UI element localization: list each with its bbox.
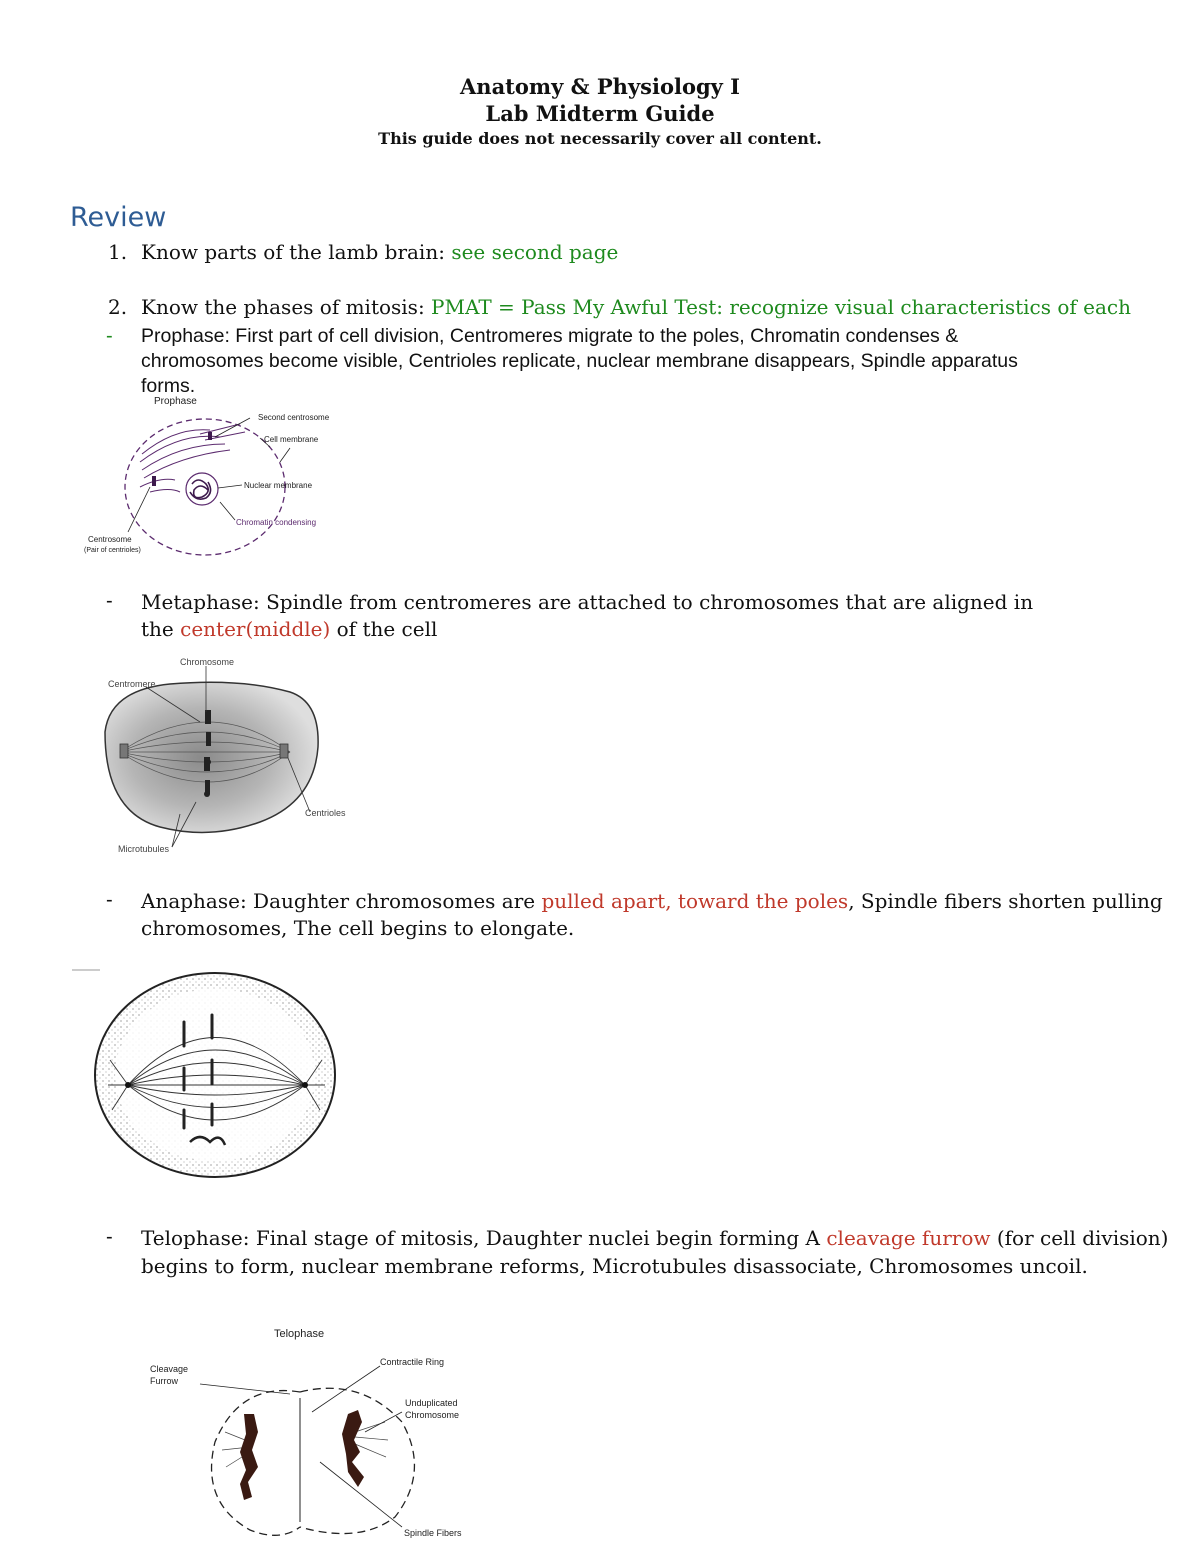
metaphase-line-2: the center(middle) of the cell: [141, 617, 438, 641]
item-text: Know the phases of mitosis:: [141, 295, 432, 319]
doc-note: This guide does not necessarily cover all content.: [378, 129, 822, 148]
daughter-chromosomes-right: [342, 1410, 364, 1487]
label-chromosome: Chromosome: [405, 1410, 460, 1420]
centriole-left: [120, 744, 128, 758]
prophase-line-2: chromosomes become visible, Centrioles replicate, nuclear membrane disappears, Spindle apparatus: [141, 350, 1018, 372]
section-heading: Review: [70, 202, 167, 233]
label-chromatin-condensing: Chromatin condensing: [236, 518, 317, 527]
bullet-dash: -: [106, 889, 113, 911]
centrosome: [152, 476, 156, 486]
telophase-highlight: cleavage furrow: [826, 1226, 991, 1250]
item-number: 2.: [108, 295, 128, 319]
telophase-line-2: begins to form, nuclear membrane reforms, Microtubules disassociate, Chromosomes uncoil.: [141, 1254, 1088, 1278]
pole-left: [125, 1082, 131, 1088]
prophase-line-1: Prophase: First part of cell division, Centromeres migrate to the poles, Chromatin condenses &: [141, 325, 959, 347]
doc-subtitle: Lab Midterm Guide: [485, 101, 715, 126]
label-chromosome: Chromosome: [180, 657, 235, 667]
item-number: 1.: [108, 240, 128, 264]
label-cell-membrane: Cell membrane: [264, 435, 319, 444]
label-cleavage: Cleavage: [150, 1364, 189, 1374]
anaphase-line-2: chromosomes, The cell begins to elongate.: [141, 916, 575, 940]
prophase-figure-title: Prophase: [154, 396, 197, 407]
bullet-dash: -: [106, 325, 113, 347]
label-contractile-ring: Contractile Ring: [380, 1357, 445, 1367]
metaphase-figure: [100, 652, 360, 862]
item-highlight: see second page: [451, 240, 619, 264]
telophase-figure-title: Telophase: [274, 1328, 325, 1340]
label-furrow: Furrow: [150, 1376, 179, 1386]
prophase-line-3: forms.: [141, 375, 196, 397]
pole-right: [302, 1082, 308, 1088]
bullet-dash: -: [106, 590, 113, 612]
second-centrosome: [208, 432, 212, 440]
label-second-centrosome: Second centrosome: [258, 413, 330, 422]
nucleus: [186, 473, 218, 505]
daughter-chromosomes-left: [240, 1414, 258, 1500]
label-centrioles: Centrioles: [305, 808, 346, 818]
label-nuclear-membrane: Nuclear membrane: [244, 481, 313, 490]
metaphase-highlight: center(middle): [180, 617, 331, 641]
label-microtubules: Microtubules: [118, 844, 170, 854]
item-text: Know parts of the lamb brain:: [141, 240, 452, 264]
label-unduplicated: Unduplicated: [405, 1398, 458, 1408]
prophase-figure: [80, 392, 370, 562]
list-item-2: [108, 295, 1132, 319]
cell-right-half: [300, 1388, 414, 1533]
label-pair-of-centrioles: (Pair of centrioles): [84, 547, 141, 554]
label-spindle-fibers: Spindle Fibers: [404, 1528, 462, 1538]
anaphase-highlight: pulled apart, toward the poles: [541, 889, 849, 913]
telophase-figure: [140, 1322, 500, 1548]
centriole-right: [280, 744, 288, 758]
anaphase-line-1: Anaphase: Daughter chromosomes are pulled apart, toward the poles, Spindle fibers shorten pulling: [141, 889, 1163, 913]
label-centrosome: Centrosome: [88, 535, 132, 544]
metaphase-line-1: Metaphase: Spindle from centromeres are attached to chromosomes that are aligned in: [141, 590, 1034, 614]
chromatin: [190, 480, 211, 499]
doc-title: Anatomy & Physiology I: [460, 74, 740, 99]
anaphase-figure: [60, 960, 360, 1190]
telophase-line-1: Telophase: Final stage of mitosis, Daughter nuclei begin forming A cleavage furrow (for cell division): [141, 1226, 1169, 1250]
list-item-1: [108, 240, 619, 264]
label-centromere: Centromere: [108, 679, 156, 689]
bullet-dash: -: [106, 1226, 113, 1248]
item-highlight: PMAT = Pass My Awful Test: recognize visual characteristics of each: [431, 295, 1132, 319]
